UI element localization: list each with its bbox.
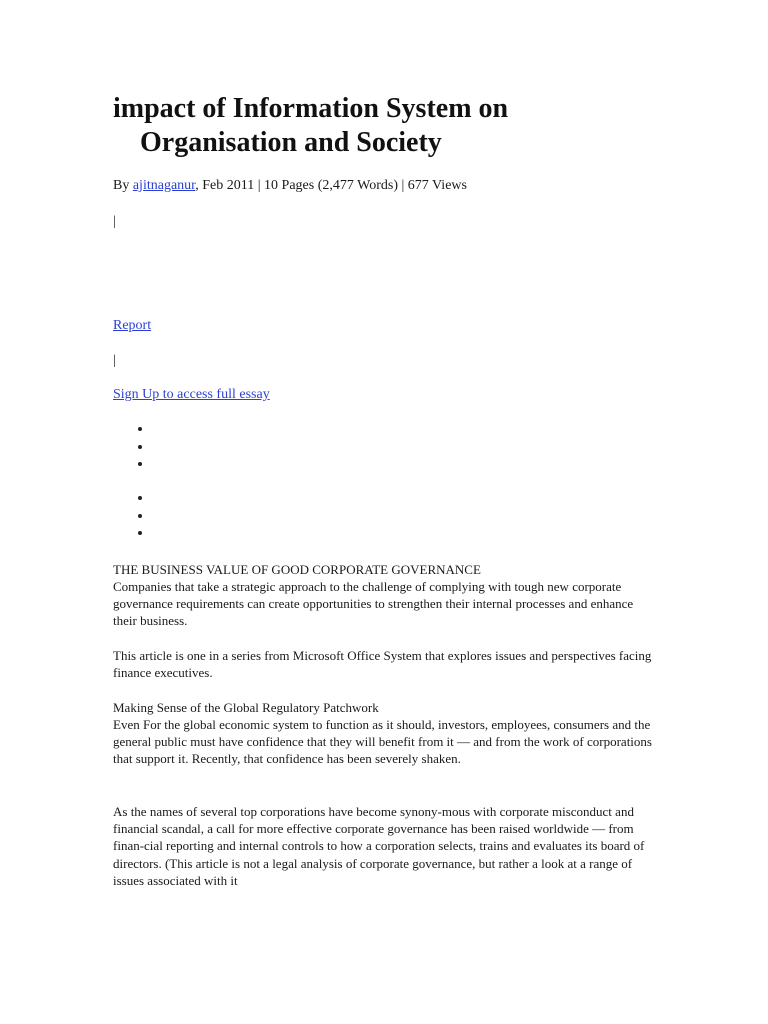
- byline-details: , Feb 2011 | 10 Pages (2,477 Words) | 677 Views: [195, 178, 467, 193]
- article-heading: THE BUSINESS VALUE OF GOOD CORPORATE GOVERNANCE: [113, 562, 481, 577]
- bullet-list: [113, 490, 153, 543]
- list-item: [113, 456, 153, 474]
- article-paragraph: Even For the global economic system to function as it should, investors, employees, consumers and the general public must have confidence that they will benefit from it — and from the work of corporations that support it. Recently, that confidence has been severely shaken.: [113, 717, 652, 767]
- byline: [113, 177, 467, 195]
- author-link[interactable]: ajitnaganur: [132, 178, 196, 193]
- list-item: [113, 508, 153, 526]
- byline-prefix: By: [113, 178, 133, 193]
- article-intro: Companies that take a strategic approach to the challenge of complying with tough new corporate governance requirements can create opportunities to strengthen their internal processes and enhance their business.: [113, 579, 634, 629]
- list-item: [113, 525, 153, 543]
- list-item: [113, 439, 153, 457]
- bullet-list: [113, 421, 153, 474]
- article-paragraph: As the names of several top corporations have become synony-mous with corporate misconduct and financial scandal, a call for more effective corporate governance has been raised worldwide — from finan-cial reporting and internal controls to how a corporation selects, trains and evaluates its board of directors. (This article is not a legal analysis of corporate governance, but rather a look at a range of issues associated with it: [113, 804, 645, 888]
- series-note: This article is one in a series from Microsoft Office System that explores issues and perspectives facing finance executives.: [113, 648, 652, 681]
- title-line-1: impact of Information System on: [113, 93, 509, 124]
- title-line-2: Organisation and Society: [140, 127, 442, 158]
- page-title: [113, 92, 658, 160]
- list-item: [113, 490, 153, 508]
- report-link[interactable]: Report: [113, 318, 152, 333]
- signup-link[interactable]: Sign Up to access full essay: [113, 387, 270, 402]
- separator: |: [113, 353, 116, 368]
- separator: |: [113, 214, 116, 229]
- list-item: [113, 421, 153, 439]
- article-subheading: Making Sense of the Global Regulatory Patchwork: [113, 700, 379, 715]
